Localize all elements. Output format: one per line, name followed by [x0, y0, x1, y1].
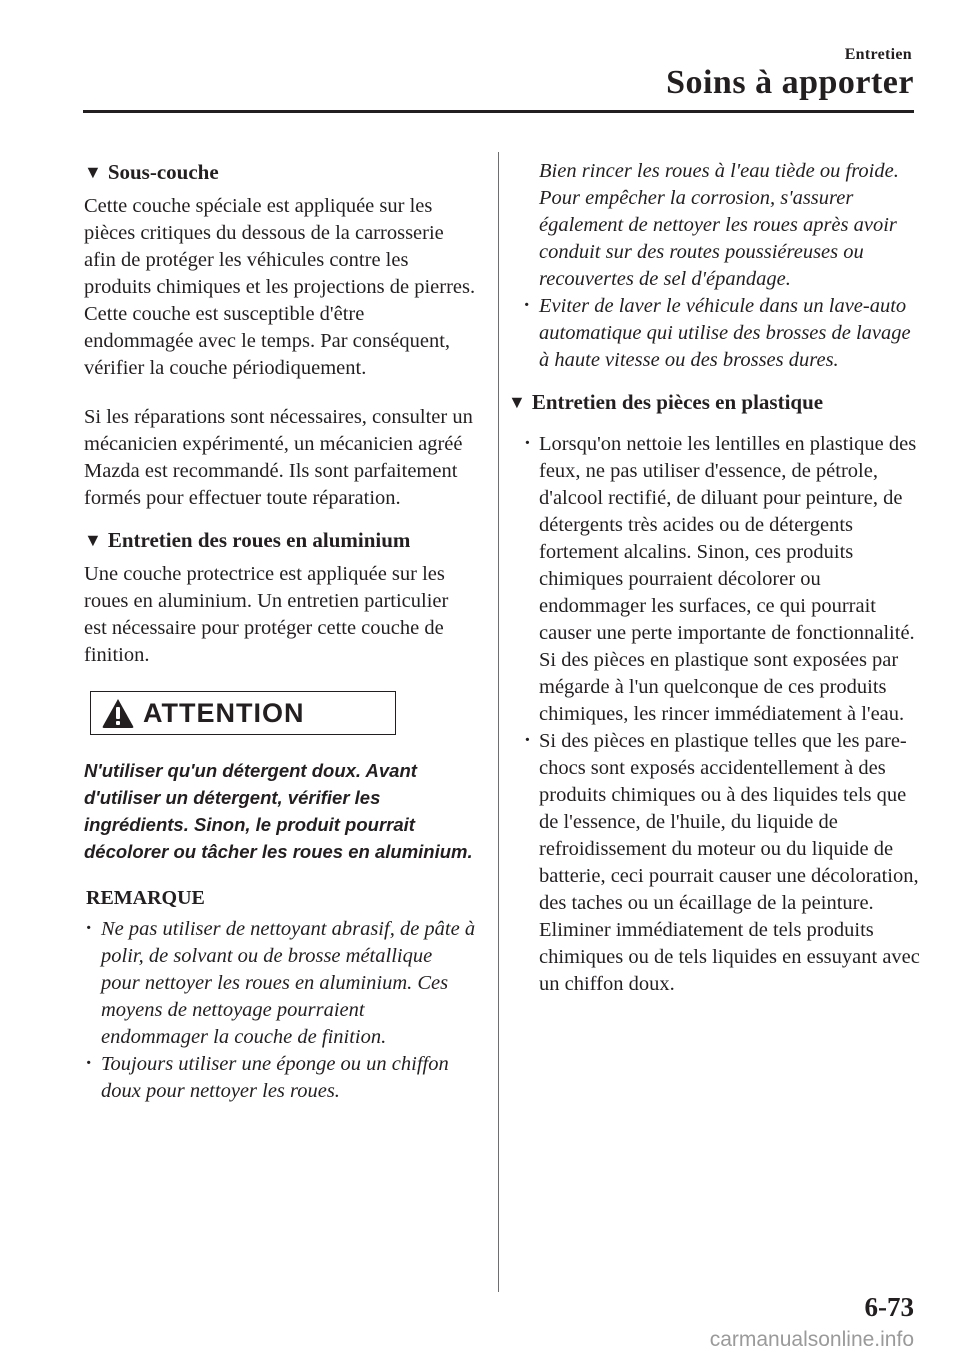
list-item: · Lorsqu'on nettoie les lentilles en plastique des feux, ne pas utiliser d'essence, de pétrole, d'alcool rectifié, de diluant pour peinture, de détergents très acides ou de détergents fortement alcalins. Sinon, ces produits chimiques pourraient décolorer ou endommager les surfaces, ce qui pourrait causer une perte importante de fonctionnalité. Si des pièces en plastique sont exposées par mégarde à l'un quelconque de ces produits chimiques, les rincer immédiatement à l'eau.	[522, 431, 922, 728]
list-item: · Eviter de laver le véhicule dans un lave-auto automatique qui utilise des brosses de lavage à haute vitesse ou des brosses dures.	[522, 293, 922, 374]
sous-couche-paragraph-1: Cette couche spéciale est appliquée sur les pièces critiques du dessous de la carrosserie afin de protéger les véhicules contre les produits chimiques et les projections de pierres. Cette couche est susceptible d'être endommagée avec le temps. Par conséquent, vérifier la couche périodiquement.	[84, 195, 476, 379]
column-divider	[498, 152, 499, 1292]
section-heading-aluminium	[84, 526, 476, 555]
section-heading-text: Entretien des roues en aluminium	[107, 528, 411, 552]
aluminium-paragraph: Une couche protectrice est appliquée sur les roues en aluminium. Un entretien particulier est nécessaire pour protéger cette couche de finition.	[84, 563, 449, 666]
warning-triangle-icon	[101, 697, 135, 729]
triangle-bullet-icon: ▼	[84, 162, 102, 182]
attention-text: N'utiliser qu'un détergent doux. Avant d'utiliser un détergent, vérifier les ingrédients. Sinon, le produit pourrait décolorer ou tâcher les roues en aluminium.	[84, 760, 473, 862]
remarque-list-continued	[522, 293, 922, 374]
section-heading-text: Sous-couche	[107, 160, 219, 184]
list-item: · Si des pièces en plastique telles que les pare-chocs sont exposés accidentellement à des produits chimiques ou à des liquides tels que de l'essence, de l'huile, du liquide de refroidissement du moteur ou du liquide de batterie, ceci pourrait causer une décoloration, des taches ou un écaillage de la peinture. Eliminer immédiatement de tels produits chimiques ou de tels liquides en essuyant avec un chiffon doux.	[522, 728, 922, 998]
plastique-list	[522, 431, 922, 998]
list-item: · Ne pas utiliser de nettoyant abrasif, de pâte à polir, de solvant ou de brosse métallique pour nettoyer les roues en aluminium. Ces moyens de nettoyage pourraient endommager la couche de finition.	[84, 916, 476, 1051]
list-item: · Toujours utiliser une éponge ou un chiffon doux pour nettoyer les roues.	[84, 1051, 476, 1105]
attention-label: ATTENTION	[143, 697, 305, 728]
remarque-continuation: Bien rincer les roues à l'eau tiède ou froide. Pour empêcher la corrosion, s'assurer également de nettoyer les roues après avoir conduit sur des routes poussiéreuses ou recouvertes de sel d'épandage.	[539, 160, 899, 290]
chapter-label: Entretien	[844, 46, 912, 63]
left-column	[84, 158, 476, 1105]
section-heading-text: Entretien des pièces en plastique	[531, 390, 824, 414]
remarque-list	[84, 916, 476, 1105]
section-heading-plastique	[508, 388, 922, 417]
triangle-bullet-icon: ▼	[508, 392, 526, 412]
remarque-title: REMARQUE	[86, 887, 205, 909]
right-column	[508, 158, 922, 998]
page-title: Soins à apporter	[666, 64, 914, 101]
sous-couche-paragraph-2: Si les réparations sont nécessaires, consulter un mécanicien expérimenté, un mécanicien agréé Mazda est recommandé. Ils sont parfaitement formés pour effectuer toute réparation.	[84, 406, 473, 509]
attention-box	[90, 691, 396, 735]
page-number: 6-73	[864, 1292, 914, 1322]
triangle-bullet-icon: ▼	[84, 530, 102, 550]
header-divider	[83, 110, 914, 113]
section-heading-sous-couche	[84, 158, 476, 187]
watermark: carmanualsonline.info	[709, 1328, 914, 1351]
